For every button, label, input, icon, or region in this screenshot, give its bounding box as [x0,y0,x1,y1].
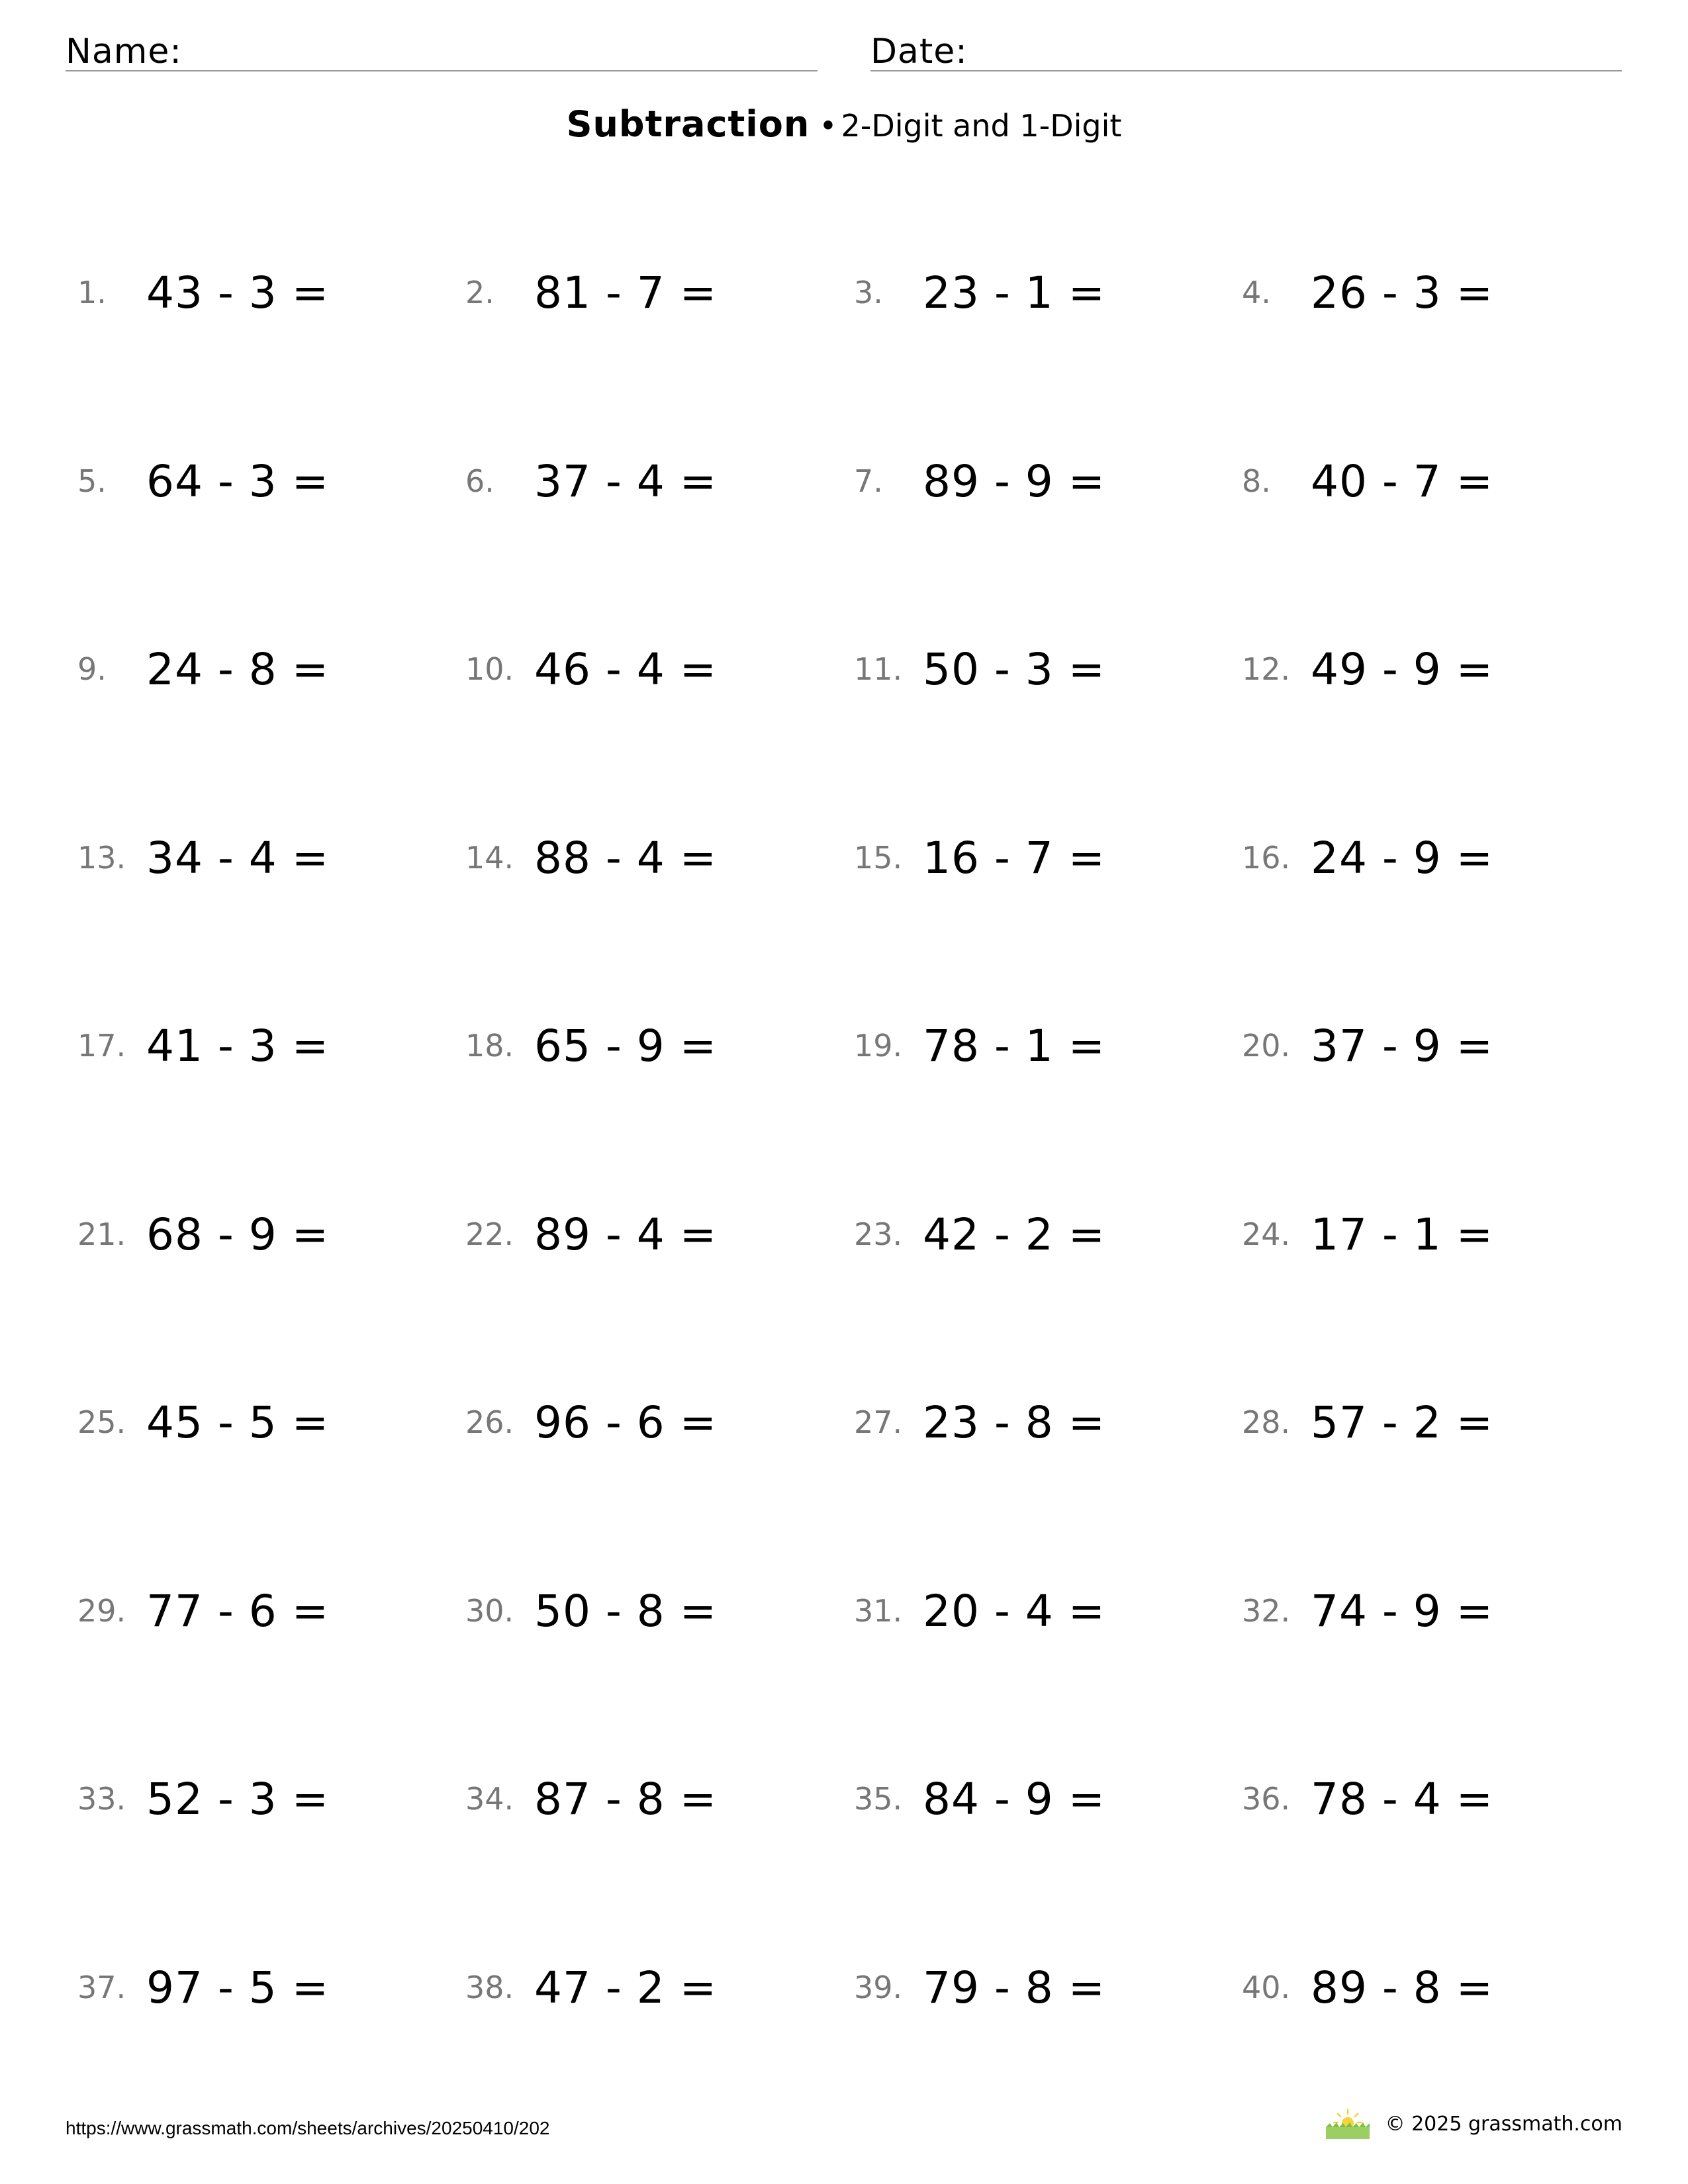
problem-item [854,1006,1225,1085]
date-label: Date: [870,32,968,71]
problem-item [77,629,448,709]
problem-item [1242,1195,1613,1274]
problem-number: 28. [1242,1404,1291,1440]
problem-number: 21. [77,1216,126,1252]
problem-expression: 40 - 7 = [1311,455,1494,507]
problem-item [465,1571,836,1651]
problem-expression: 68 - 9 = [146,1208,330,1260]
problem-number: 32. [1242,1593,1291,1629]
problem-number: 11. [854,651,903,687]
problem-number: 35. [854,1781,903,1817]
problem-item [1242,818,1613,897]
problem-item [465,1195,836,1274]
problem-number: 8. [1242,463,1271,499]
problem-expression: 45 - 5 = [146,1396,330,1448]
name-label: Name: [66,32,182,71]
problem-number: 33. [77,1781,126,1817]
problem-item [465,629,836,709]
problem-expression: 81 - 7 = [534,267,718,318]
worksheet-title [0,103,1688,145]
problem-item [854,1195,1225,1274]
problem-item [854,1759,1225,1839]
problem-expression: 87 - 8 = [534,1773,718,1825]
problem-number: 22. [465,1216,514,1252]
problem-item [1242,253,1613,332]
problem-number: 4. [1242,275,1271,310]
problem-expression: 78 - 1 = [923,1020,1106,1071]
problem-number: 14. [465,840,514,876]
footer-url[interactable]: https://www.grassmath.com/sheets/archives/20250410/202 [66,2118,550,2138]
title-subtitle: 2-Digit and 1-Digit [841,108,1122,144]
problem-item [77,1383,448,1462]
problem-item [465,1948,836,2027]
problem-item [77,1948,448,2027]
problem-number: 19. [854,1028,903,1064]
problem-item [854,1383,1225,1462]
problem-number: 3. [854,275,883,310]
problem-number: 37. [77,1970,126,2005]
problem-expression: 78 - 4 = [1311,1773,1494,1825]
problem-expression: 52 - 3 = [146,1773,330,1825]
problem-number: 39. [854,1970,903,2005]
problem-expression: 42 - 2 = [923,1208,1106,1260]
problem-number: 5. [77,463,107,499]
problem-item [1242,441,1613,521]
problem-expression: 23 - 8 = [923,1396,1106,1448]
problem-item [1242,629,1613,709]
problem-expression: 50 - 3 = [923,643,1106,695]
problem-number: 27. [854,1404,903,1440]
problem-number: 9. [77,651,107,687]
problem-item [1242,1383,1613,1462]
problem-expression: 34 - 4 = [146,832,330,884]
problem-number: 24. [1242,1216,1291,1252]
problem-number: 38. [465,1970,514,2005]
problem-expression: 20 - 4 = [923,1585,1106,1637]
problem-number: 13. [77,840,126,876]
problem-number: 29. [77,1593,126,1629]
problem-expression: 47 - 2 = [534,1962,718,2013]
problem-item [854,253,1225,332]
problem-number: 40. [1242,1970,1291,2005]
problem-expression: 46 - 4 = [534,643,718,695]
problem-expression: 65 - 9 = [534,1020,718,1071]
problem-expression: 26 - 3 = [1311,267,1494,318]
problem-item [77,1006,448,1085]
problem-item [77,1571,448,1651]
problem-number: 2. [465,275,494,310]
problem-item [77,1759,448,1839]
problem-number: 30. [465,1593,514,1629]
problem-number: 10. [465,651,514,687]
date-field[interactable] [870,24,1622,71]
problem-item [854,1571,1225,1651]
problem-expression: 74 - 9 = [1311,1585,1494,1637]
problem-number: 20. [1242,1028,1291,1064]
problem-item [1242,1759,1613,1839]
problem-item [77,441,448,521]
problem-number: 15. [854,840,903,876]
problem-expression: 89 - 8 = [1311,1962,1494,2013]
problem-expression: 17 - 1 = [1311,1208,1494,1260]
footer-brand [1325,2107,1622,2140]
problem-number: 12. [1242,651,1291,687]
problem-item [465,441,836,521]
problem-item [854,1948,1225,2027]
problem-expression: 24 - 9 = [1311,832,1494,884]
problem-number: 16. [1242,840,1291,876]
problem-expression: 49 - 9 = [1311,643,1494,695]
problem-item [854,818,1225,897]
problem-item [465,1006,836,1085]
problem-number: 6. [465,463,494,499]
name-field[interactable] [66,24,818,71]
problem-expression: 84 - 9 = [923,1773,1106,1825]
problem-item [465,253,836,332]
problem-item [465,1383,836,1462]
problem-expression: 64 - 3 = [146,455,330,507]
problem-expression: 41 - 3 = [146,1020,330,1071]
problem-expression: 97 - 5 = [146,1962,330,2013]
problem-item [854,441,1225,521]
problem-number: 7. [854,463,883,499]
problem-expression: 89 - 9 = [923,455,1106,507]
problem-expression: 23 - 1 = [923,267,1106,318]
grass-sun-logo-icon [1325,2107,1371,2140]
title-main: Subtraction [566,103,810,145]
problem-expression: 88 - 4 = [534,832,718,884]
problem-number: 34. [465,1781,514,1817]
problem-number: 26. [465,1404,514,1440]
problem-expression: 37 - 4 = [534,455,718,507]
problem-expression: 16 - 7 = [923,832,1106,884]
problem-item [465,1759,836,1839]
problem-item [77,253,448,332]
problem-item [1242,1948,1613,2027]
problem-number: 31. [854,1593,903,1629]
problem-expression: 24 - 8 = [146,643,330,695]
problem-number: 25. [77,1404,126,1440]
title-separator: • [819,108,837,144]
problem-expression: 77 - 6 = [146,1585,330,1637]
problem-expression: 79 - 8 = [923,1962,1106,2013]
problem-item [854,629,1225,709]
problem-expression: 43 - 3 = [146,267,330,318]
problem-number: 18. [465,1028,514,1064]
problem-number: 17. [77,1028,126,1064]
problem-expression: 50 - 8 = [534,1585,718,1637]
problem-number: 1. [77,275,107,310]
problem-item [77,1195,448,1274]
problem-expression: 37 - 9 = [1311,1020,1494,1071]
problem-expression: 89 - 4 = [534,1208,718,1260]
problem-item [1242,1571,1613,1651]
problem-number: 23. [854,1216,903,1252]
problem-item [465,818,836,897]
copyright-text: © 2025 grassmath.com [1385,2112,1622,2136]
problem-expression: 57 - 2 = [1311,1396,1494,1448]
problem-item [77,818,448,897]
problem-item [1242,1006,1613,1085]
problem-expression: 96 - 6 = [534,1396,718,1448]
problem-number: 36. [1242,1781,1291,1817]
